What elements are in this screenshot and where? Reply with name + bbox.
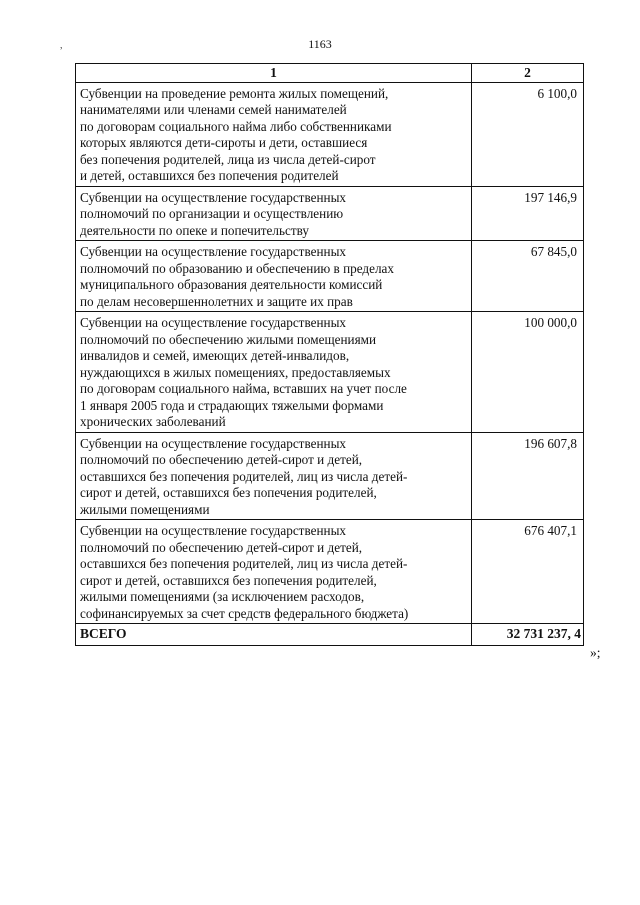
row-description: Субвенции на осуществление государственных полномочий по обеспечению детей-сирот и детей, оставшихся без попечения родителей, лиц из числа детей- сирот и детей, оставшихся без попечения родителей, жилыми помещениями (76, 432, 472, 520)
column-header-2: 2 (472, 64, 584, 83)
budget-table (75, 63, 584, 646)
total-label: ВСЕГО (76, 624, 472, 646)
table-row (76, 312, 584, 433)
total-amount: 32 731 237, 4 (472, 624, 584, 646)
row-amount: 6 100,0 (472, 82, 584, 186)
total-row (76, 624, 584, 646)
row-amount: 67 845,0 (472, 241, 584, 312)
row-amount: 196 607,8 (472, 432, 584, 520)
column-header-1: 1 (76, 64, 472, 83)
row-amount: 100 000,0 (472, 312, 584, 433)
table-row (76, 241, 584, 312)
row-amount: 676 407,1 (472, 520, 584, 624)
closing-quote-mark: »; (590, 645, 601, 660)
row-amount: 197 146,9 (472, 186, 584, 241)
row-description: Субвенции на осуществление государственных полномочий по образованию и обеспечению в пределах муниципального образования деятельности комиссий по делам несовершеннолетних и защите их прав (76, 241, 472, 312)
table-row (76, 82, 584, 186)
table-header-row (76, 64, 584, 83)
scan-mark: , (60, 40, 63, 51)
row-description: Субвенции на осуществление государственных полномочий по организации и осуществлению деятельности по опеке и попечительству (76, 186, 472, 241)
table-row (76, 186, 584, 241)
table-row (76, 432, 584, 520)
page-number: 1163 (308, 37, 332, 51)
row-description: Субвенции на осуществление государственных полномочий по обеспечению жилыми помещениями инвалидов и семей, имеющих детей-инвалидов, нуждающихся в жилых помещениях, предоставляемых по договорам социального найма, вставших на учет после 1 января 2005 года и страдающих тяжелыми формами хронических заболеваний (76, 312, 472, 433)
row-description: Субвенции на осуществление государственных полномочий по обеспечению детей-сирот и детей, оставшихся без попечения родителей, лиц из числа детей- сирот и детей, оставшихся без попечения родителей, жилыми помещениями (за исключением расходов, софинансируемых за счет средств федерального бюджета) (76, 520, 472, 624)
table-row (76, 520, 584, 624)
row-description: Субвенции на проведение ремонта жилых помещений, нанимателями или членами семей нанимателей по договорам социального найма либо собственниками которых являются дети-сироты и дети, оставшиеся без попечения родителей, лица из числа детей-сирот и детей, оставшихся без попечения родителей (76, 82, 472, 186)
